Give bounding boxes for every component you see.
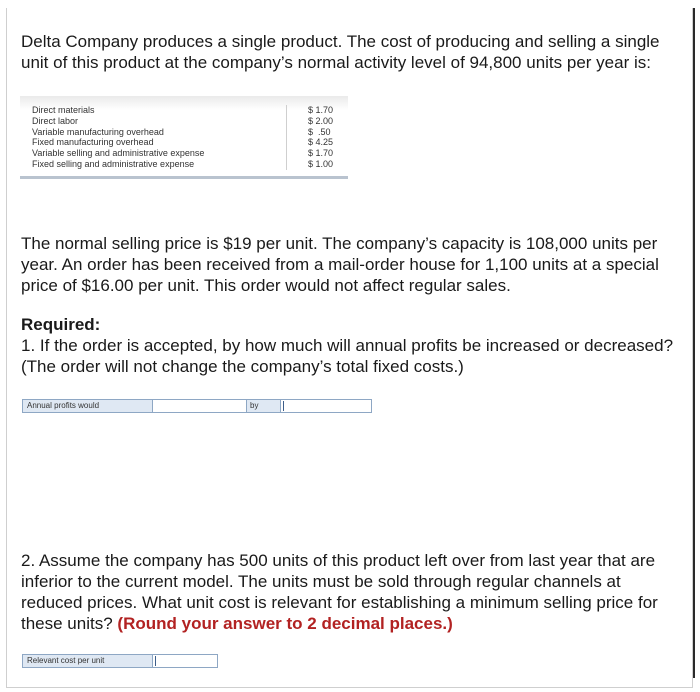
by-label: by: [247, 399, 281, 413]
cost-row: [20, 116, 348, 127]
answer-row-1: [22, 399, 372, 413]
cost-label: Variable manufacturing overhead: [32, 126, 164, 137]
relevant-cost-label: Relevant cost per unit: [22, 654, 153, 668]
question-1: 1. If the order is accepted, by how much will annual profits be increased or decreased? (The order will not change the company’s total fixed costs.): [21, 336, 674, 376]
answer-row-2: [22, 654, 218, 668]
profit-amount-input[interactable]: [281, 404, 371, 416]
cost-label: Direct materials: [32, 105, 95, 115]
cost-value: $ 2.00: [286, 116, 348, 127]
rounding-note: (Round your answer to 2 decimal places.): [117, 614, 453, 633]
question-2-text: 2. Assume the company has 500 units of this product left over from last year that are inferior to the current model. The units must be sold through regular channels at reduced prices. What unit cost is relevant for establishing a minimum selling price for these units?: [21, 551, 658, 633]
scrollbar-edge: [693, 8, 695, 678]
relevant-cost-input[interactable]: [153, 659, 217, 671]
profit-amount-field[interactable]: [281, 399, 372, 413]
cost-row: [20, 148, 348, 159]
increase-decrease-select[interactable]: [153, 399, 247, 413]
cost-value: $ 4.25: [286, 137, 348, 148]
increase-decrease-input[interactable]: [153, 404, 246, 416]
cost-row: [20, 159, 348, 170]
question-2: [21, 550, 686, 634]
problem-intro: Delta Company produces a single product. The cost of producing and selling a single unit of this product at the company’s normal activity level of 94,800 units per year is:: [21, 32, 660, 72]
required-heading: Required:: [21, 315, 101, 334]
cost-table: [20, 96, 348, 179]
cost-value: $ .50: [286, 127, 348, 138]
cost-value: $ 1.00: [286, 159, 348, 170]
cost-row: [20, 137, 348, 148]
cost-row: [20, 105, 348, 116]
cost-label: Variable selling and administrative expense: [32, 148, 205, 159]
table-spacer: [20, 170, 348, 176]
cost-value: $ 1.70: [286, 105, 348, 116]
cost-label: Direct labor: [32, 115, 79, 126]
cost-label: Fixed selling and administrative expense: [32, 158, 195, 169]
cost-value: $ 1.70: [286, 148, 348, 159]
selling-price-paragraph: The normal selling price is $19 per unit. The company’s capacity is 108,000 units per year. An order has been received from a mail-order house for 1,100 units at a special price of $16.00 per unit. This order would not affect regular sales.: [21, 234, 659, 295]
annual-profits-label: Annual profits would: [22, 399, 153, 413]
cost-label: Fixed manufacturing overhead: [32, 137, 154, 148]
relevant-cost-field[interactable]: [153, 654, 218, 668]
cost-row: [20, 127, 348, 138]
